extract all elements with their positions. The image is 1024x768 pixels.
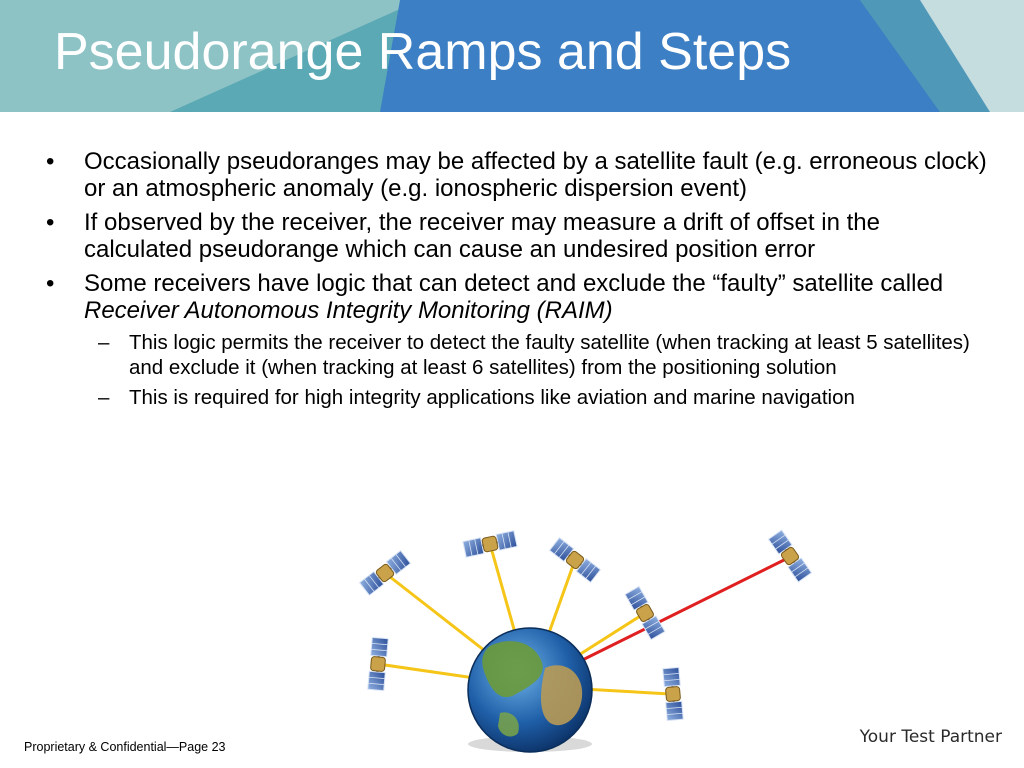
sub-bullet-marker: –	[98, 386, 110, 409]
sub-bullet-marker: –	[98, 331, 110, 354]
brand-logo-text: Your Test Partner	[859, 727, 1002, 747]
sub-bullet-text: This is required for high integrity applications like aviation and marine navigation	[129, 386, 855, 409]
bullet-text: If observed by the receiver, the receiver may measure a drift of offset in the calculated pseudorange which can cause an undesired position error	[84, 209, 880, 263]
sub-bullet-text: This logic permits the receiver to detect the faulty satellite (when tracking at least 5 satellites) and exclude it (when tracking at least 6 satellites) from the positioning solution	[129, 331, 970, 379]
bullet-item	[44, 270, 994, 324]
bullet-item	[44, 209, 994, 263]
slide-content	[44, 148, 994, 417]
satellite-icon	[625, 586, 665, 639]
sub-bullet-item	[44, 386, 994, 411]
raim-illustration	[340, 518, 840, 763]
globe-icon	[468, 628, 592, 752]
satellite-icon	[368, 637, 388, 690]
satellite-icon	[463, 531, 517, 557]
satellite-icon	[663, 667, 683, 720]
slide-title: Pseudorange Ramps and Steps	[54, 23, 792, 81]
title-bar	[0, 0, 1024, 112]
satellite-diagram	[340, 518, 840, 758]
sub-bullet-item	[44, 331, 994, 380]
satellite-icon	[550, 538, 601, 583]
bullet-item	[44, 148, 994, 202]
bullet-marker: •	[46, 148, 55, 175]
faulty-satellite-icon	[769, 530, 812, 582]
bullet-text: Occasionally pseudoranges may be affected by a satellite fault (e.g. erroneous clock) or an atmospheric anomaly (e.g. ionospheric dispersion event)	[84, 148, 987, 202]
bullet-text: Some receivers have logic that can detect and exclude the “faulty” satellite called	[84, 270, 944, 297]
footer-confidential: Proprietary & Confidential—Page 23	[24, 740, 226, 754]
raim-term: Receiver Autonomous Integrity Monitoring (RAIM)	[84, 297, 613, 324]
bullet-marker: •	[46, 270, 55, 297]
bullet-marker: •	[46, 209, 55, 236]
